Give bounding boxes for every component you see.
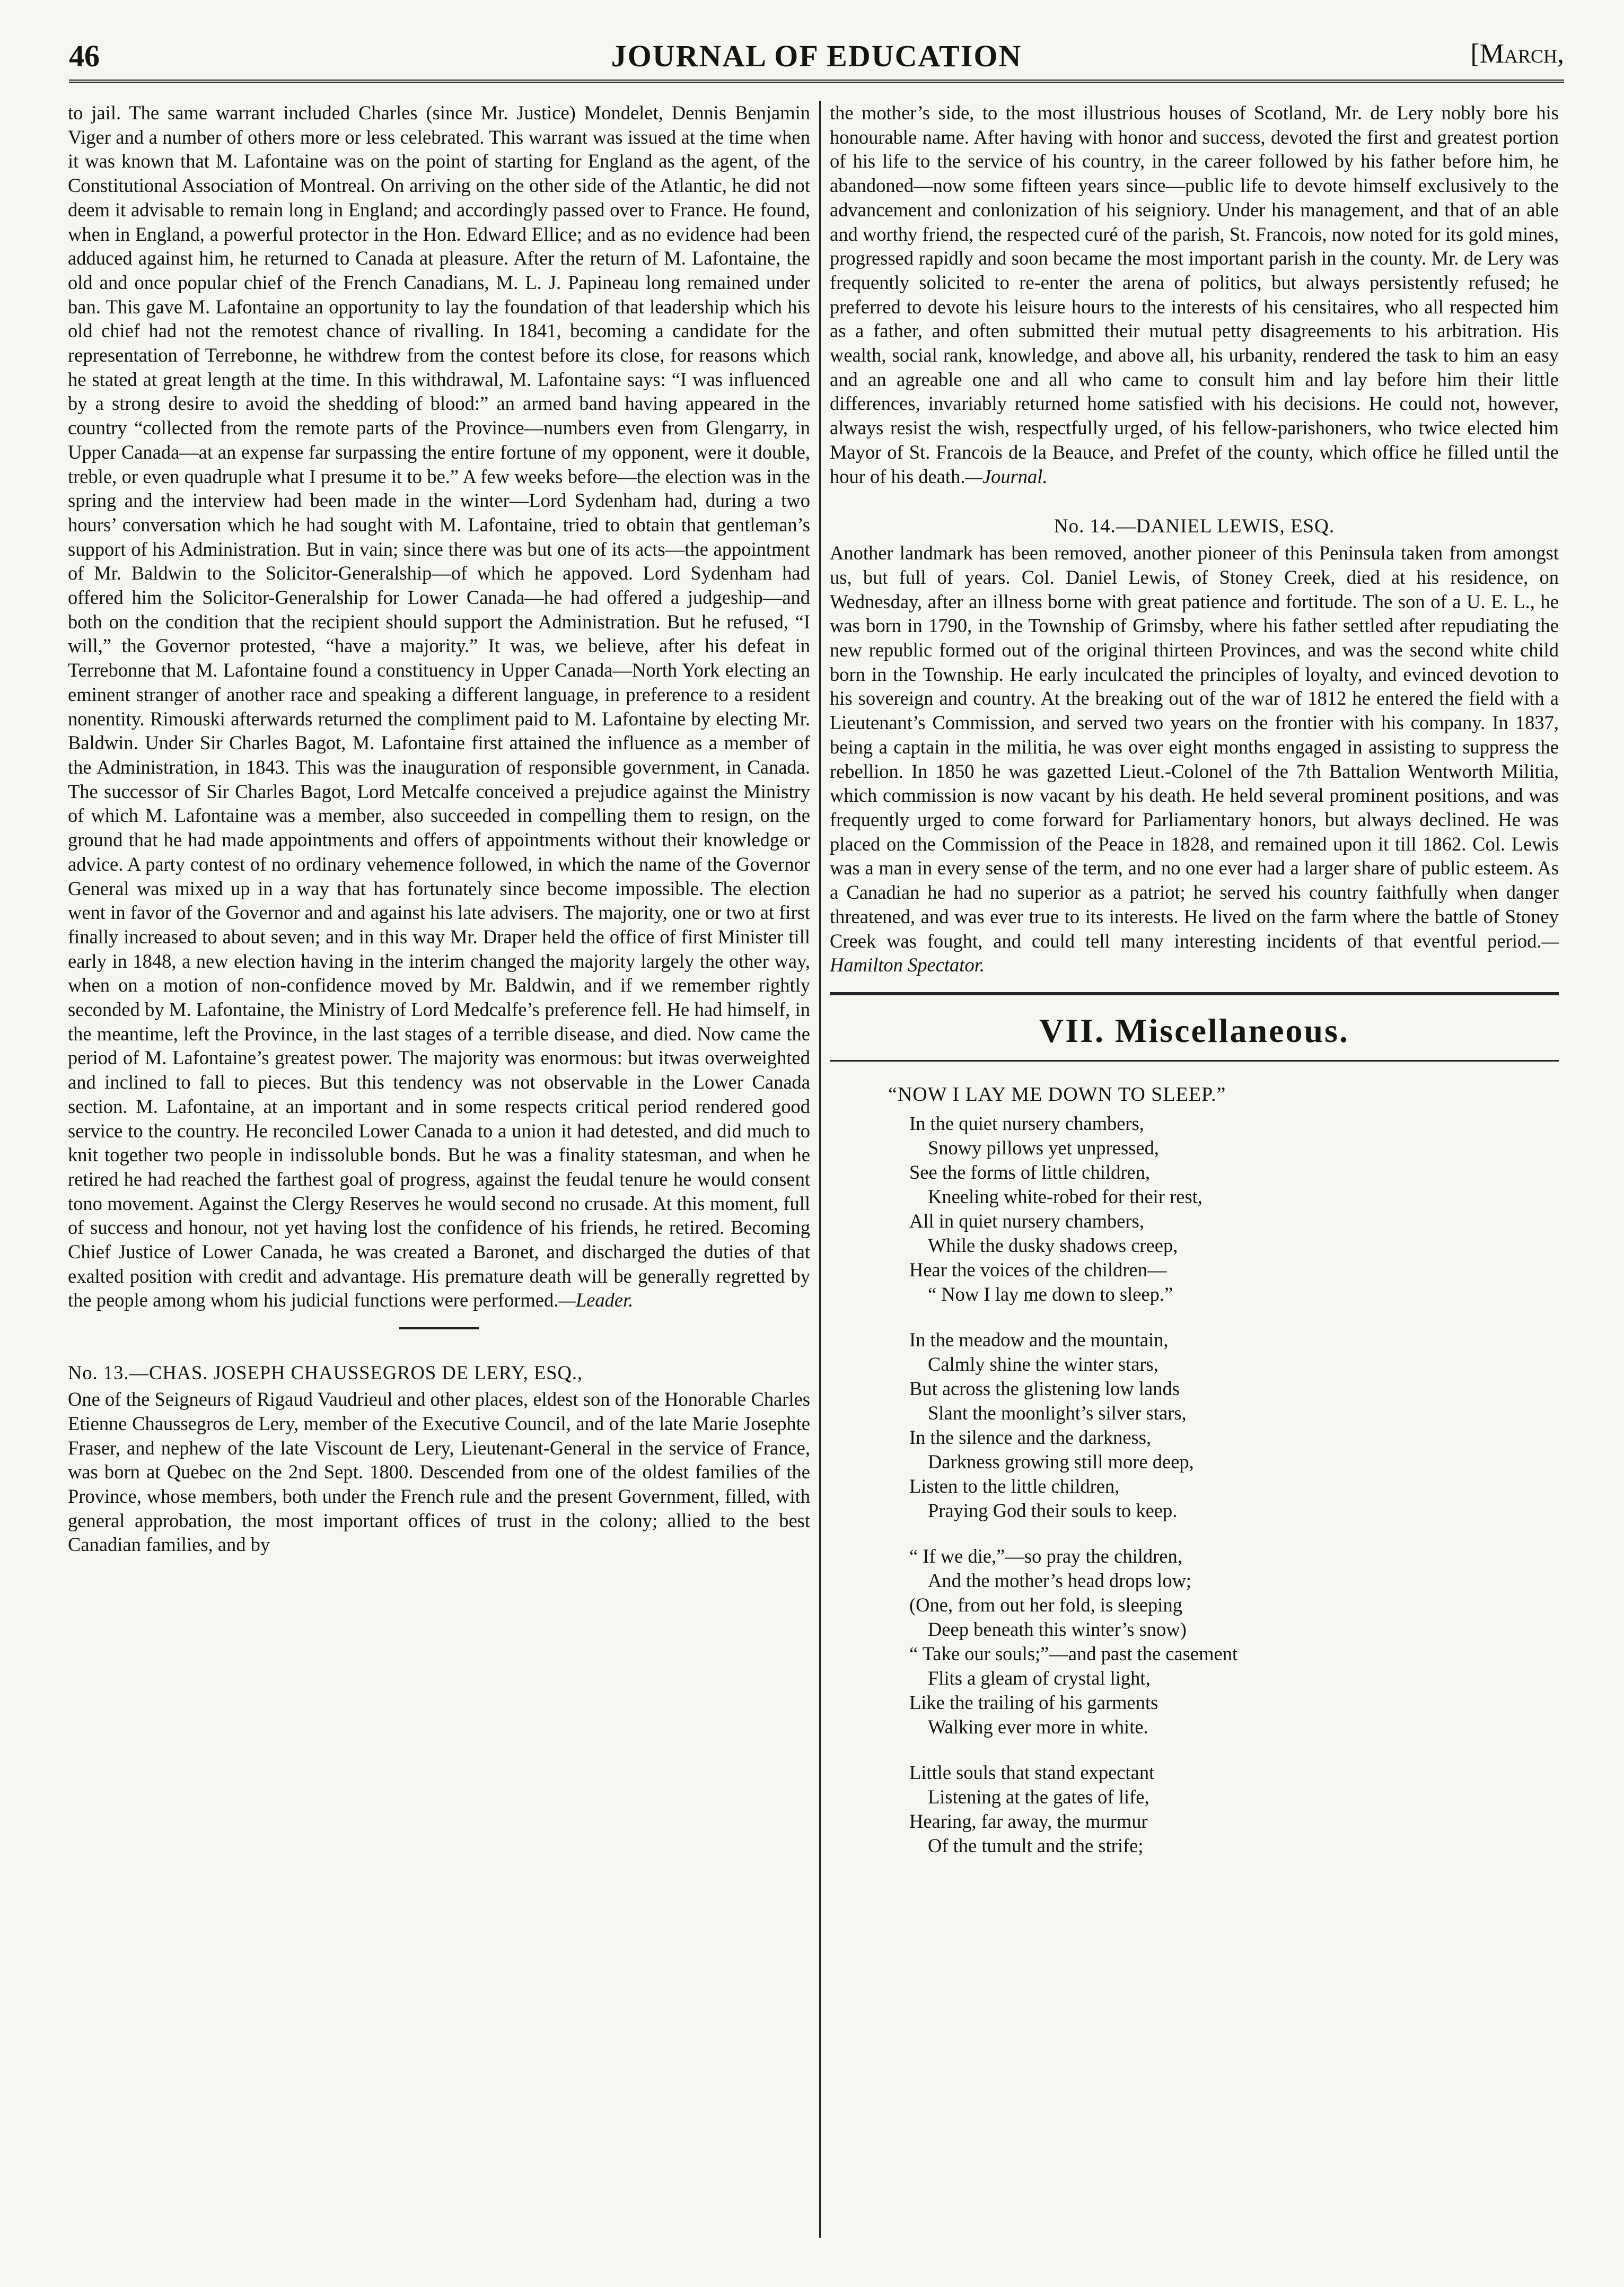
poem-line: (One, from out her fold, is sleeping (909, 1593, 1182, 1616)
poem-stanza (830, 1328, 1559, 1523)
poem-line: “ Take our souls;”—and past the casement (909, 1642, 1238, 1664)
article-separator (399, 1327, 479, 1329)
article-14-source: —Hamilton Spectator. (830, 930, 1559, 976)
poem-line: All in quiet nursery chambers, (909, 1210, 1144, 1232)
poem-line: Kneeling white-robed for their rest, (928, 1185, 1202, 1207)
poem-line: Little souls that stand expectant (909, 1761, 1155, 1783)
poem-line: Hearing, far away, the murmur (909, 1810, 1148, 1832)
article-13-heading: No. 13.—CHAS. JOSEPH CHAUSSEGROS DE LERY, ESQ., (68, 1362, 583, 1384)
page-number: 46 (69, 39, 100, 73)
section-title: VII. Miscellaneous. (1039, 1011, 1349, 1049)
poem-line: See the forms of little children, (909, 1161, 1151, 1183)
poem-stanza (830, 1111, 1559, 1307)
article-13-continued-text: the mother’s side, to the most illustrious houses of Scotland, Mr. de Lery nobly bore his honourable name. After having with honor and success, devoted the first and greatest portion of his life to the service of his country, in the career followed by his father before him, he abandoned—now some fifteen years since—public life to devote himself exclusively to the advancement and conlonization of his seigniory. Under his management, and that of an able and worthy friend, the respected curé of the parish, St. Francois, now noted for its gold mines, progressed rapidly and soon became the most important parish in the county. Mr. de Lery was frequently solicited to re-enter the arena of politics, but always persistently refused; he preferred to devote his leisure hours to the interests of his censitaires, who all respected him as a father, and often submitted their mutual petty disagreements to his arbitration. His wealth, social rank, knowledge, and above all, his urbanity, rendered the task to him an easy and an agreable one and all who came to consult him and lay before him their little differences, invariably returned home satisfied with his decisions. He could not, however, always resist the wish, respectfully urged, of his fellow-parishoners, who twice elected him Mayor of St. Francois de la Beauce, and Prefet of the county, which office he filled until the hour of his death. (830, 102, 1559, 487)
poem-line: Snowy pillows yet unpressed, (928, 1136, 1159, 1159)
article-13-text: One of the Seigneurs of Rigaud Vaudrieul and other places, eldest son of the Honorable Charles Etienne Chaussegros de Lery, member of the Executive Council, and of the late Marie Josephte Fraser, and nephew of the late Viscount de Lery, Lieutenant-General in the service of France, was born at Quebec on the 2nd Sept. 1800. Descended from one of the oldest families of the Province, whose members, both under the French rule and the present Government, filled, with general approbation, the most important offices of trust in the colony; allied to the best Canadian families, and by (68, 1388, 810, 1556)
lafontaine-article (68, 101, 810, 1312)
article-14-text: Another landmark has been removed, another pioneer of this Peninsula taken from amongst us, but full of years. Col. Daniel Lewis, of Stoney Creek, died at his residence, on Wednesday, after an illness borne with great patience and fortitude. The son of a U. E. L., he was born in 1790, in the Township of Grimsby, where his father settled after repudiating the new republic formed out of the original thirteen Provinces, and was the second white child born in the Township. He early inculcated the principles of loyalty, and evinced devotion to his sovereign and country. At the breaking out of the war of 1812 he entered the field with a Lieutenant’s Commission, and served two years on the frontier with his company. In 1837, being a captain in the militia, he was over eight months engaged in assisting to suppress the rebellion. In 1850 he was gazetted Lieut.-Colonel of the 7th Battalion Wentworth Militia, which commission is now vacant by his death. He held several prominent positions, and was frequently urged to come forward for Parliamentary honors, but always declined. He was placed on the Commission of the Peace in 1828, and remained upon it till 1862. Col. Lewis was a man in every sense of the term, and no one ever had a larger share of public esteem. As a Canadian he had no superior as a patriot; he served his country faithfully when danger threatened, and was ever true to its interests. He lived on the farm where the battle of Stoney Creek was fought, and could tell many interesting incidents of that eventful period. (830, 542, 1559, 952)
article-14 (830, 541, 1559, 977)
poem-line: Calmly shine the winter stars, (928, 1353, 1158, 1375)
article-14-heading: No. 14.—DANIEL LEWIS, ESQ. (1054, 515, 1335, 538)
poem-line: While the dusky shadows creep, (928, 1234, 1178, 1256)
poem (830, 1111, 1559, 1858)
article-13-source: —Journal. (965, 465, 1048, 487)
poem-line: Darkness growing still more deep, (928, 1450, 1194, 1473)
poem-line: Hear the voices of the children— (909, 1258, 1167, 1281)
page-header (69, 37, 1564, 83)
poem-line: And the mother’s head drops low; (928, 1569, 1192, 1591)
poem-line: Flits a gleam of crystal light, (928, 1667, 1151, 1689)
issue-month: [March, (1470, 39, 1564, 69)
poem-line: Praying God their souls to keep. (928, 1499, 1178, 1521)
poem-line: “ Now I lay me down to sleep.” (928, 1283, 1173, 1305)
poem-line: In the quiet nursery chambers, (909, 1112, 1144, 1134)
poem-line: Listening at the gates of life, (928, 1785, 1149, 1808)
poem-line: In the silence and the darkness, (909, 1426, 1152, 1448)
poem-stanza (830, 1544, 1559, 1739)
poem-line: But across the glistening low lands (909, 1377, 1180, 1399)
article-13-continued (830, 101, 1559, 488)
left-column (68, 101, 810, 2245)
poem-line: Of the tumult and the strife; (928, 1834, 1144, 1856)
right-column (830, 101, 1559, 2245)
lafontaine-source: —Leader. (558, 1289, 634, 1311)
poem-line: Walking ever more in white. (928, 1715, 1148, 1738)
poem-line: In the meadow and the mountain, (909, 1328, 1169, 1351)
section-rule (830, 992, 1559, 995)
poem-stanza (830, 1760, 1559, 1858)
lafontaine-text: to jail. The same warrant included Charles (since Mr. Justice) Mondelet, Dennis Benjamin Viger and a number of others more or less celebrated. This warrant was issued at the time when it was known that M. Lafontaine was on the point of starting for England as the agent, of the Constitutional Association of Montreal. On arriving on the other side of the Atlantic, he did not deem it advisable to remain long in England; and accordingly passed over to France. He found, when in England, a powerful protector in the Hon. Edward Ellice; and as no evidence had been adduced against him, he returned to Canada at pleasure. After the return of M. Lafontaine, the old and once popular chief of the French Canadians, M. L. J. Papineau long remained under ban. This gave M. Lafontaine an opportunity to lay the foundation of that leadership which his old chief had not the remotest chance of rivalling. In 1841, becoming a candidate for the representation of Terrebonne, he withdrew from the contest before its close, for reasons which he stated at great length at the time. In this withdrawal, M. Lafontaine says: “I was influenced by a strong desire to avoid the shedding of blood:” an armed band having appeared in the country “collected from the remote parts of the Province—numbers even from Glengarry, in Upper Canada—at an expense far surpassing the entire fortune of my opponent, were it double, treble, or even quadruple what I presume it to be.” A few weeks before—the election was in the spring and the interview had been made in the winter—Lord Sydenham had, during a two hours’ conversation which he had sought with M. Lafontaine, tried to obtain that gentleman’s support of his Administration. But in vain; since there was but one of its acts—the appointment of Mr. Baldwin to the Solicitor-Generalship—of which he appoved. Lord Sydenham had offered him the Solicitor-Generalship for Lower Canada—he had offered a judgeship—and both on the condition that the recipient should support the Administration. But he refused, “I will,” the Governor protested, “have a majority.” It was, we believe, after his defeat in Terrebonne that M. Lafontaine found a constituency in Upper Canada—North York electing an eminent stranger of another race and speaking a different language, in preference to a resident nonentity. Rimouski afterwards returned the compliment paid to M. Lafontaine by electing Mr. Baldwin. Under Sir Charles Bagot, M. Lafontaine first attained the influence as a member of the Administration, in 1843. This was the inauguration of responsible government, in Canada. The successor of Sir Charles Bagot, Lord Metcalfe conceived a prejudice against the Ministry of which M. Lafontaine was a member, also succeeded in compelling them to resign, on the ground that he had made appointments and offers of appointments without their knowledge or advice. A party contest of no ordinary vehemence followed, in which the name of the Governor General was mixed up in a way that has fortunately since become impossible. The election went in favor of the Governor and and against his late advisers. The majority, one or two at first finally increased to about seven; and in this way Mr. Draper held the office of first Minister till early in 1848, a new election having in the interim changed the majority largely the other way, when on a motion of non-confidence moved by Mr. Baldwin, and if we remember rightly seconded by M. Lafontaine, the Ministry of Lord Medcalfe’s preference fell. He had himself, in the meantime, left the Province, in the last stages of a terrible disease, and died. Now came the period of M. Lafontaine’s greatest power. The majority was enormous: but itwas overweighted and inclined to fall to pieces. But this tendency was not observable in the Lower Canada section. M. Lafontaine, at an important and in some respects critical period rendered good service to the country. He reconciled Lower Canada to a union it had detested, and did much to knit together two people in indissoluble bonds. But he was a finality statesman, and when he retired he had reached the farthest goal of progress, against the feudal tenure he would consent tono movement. Against the Clergy Reserves he would second no crusade. At this moment, full of success and honour, not yet having lost the confidence of his friends, he retired. Becoming Chief Justice of Lower Canada, he was created a Baronet, and discharged the duties of that exalted position with credit and advantage. His premature death will be generally regretted by the people among whom his judicial functions were performed. (68, 102, 810, 1311)
column-divider (819, 101, 821, 2238)
poem-line: Like the trailing of his garments (909, 1691, 1158, 1713)
section-underline (830, 1060, 1559, 1062)
poem-line: Deep beneath this winter’s snow) (928, 1618, 1187, 1640)
poem-line: Slant the moonlight’s silver stars, (928, 1401, 1187, 1424)
poem-title: “NOW I LAY ME DOWN TO SLEEP.” (888, 1083, 1226, 1106)
poem-line: Listen to the little children, (909, 1475, 1120, 1497)
journal-title: JOURNAL OF EDUCATION (611, 39, 1022, 73)
poem-line: “ If we die,”—so pray the children, (909, 1545, 1182, 1567)
